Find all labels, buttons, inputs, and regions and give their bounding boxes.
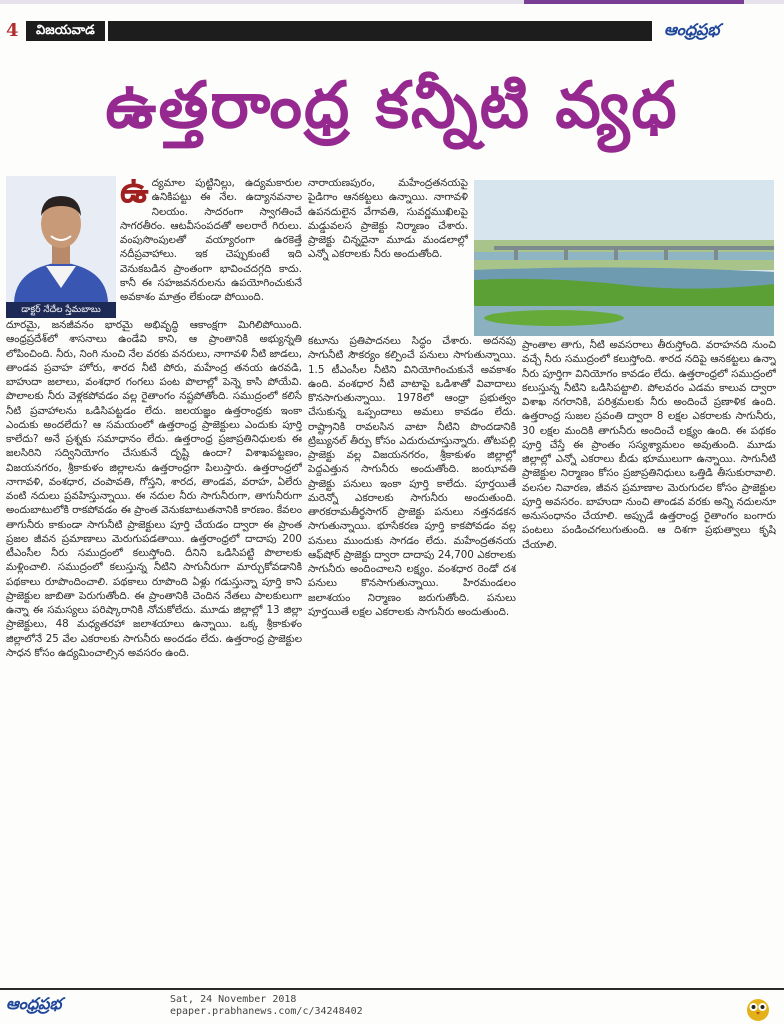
headline: ఉత్తరాంధ్ర కన్నీటి వ్యధ (105, 69, 679, 143)
author-photo (6, 176, 116, 302)
column-2-top-text: నారాయణపురం, మహేంద్రతనయపై పైడిగాం ఆనకట్టలు ఉన్నాయి. నాగావళి ఉపనదులైన వేగావతి, సువర్ణముఖిలపై మడ్డువలస ప్రాజెక్టు నిర్మాణం చేశారు. ప్రాజెక్టు చిన్నదైనా మూడు మండలాల్లో ఎన్నో ఎకరాలకు నీరు అందుతోంది. (308, 177, 468, 261)
page-header (0, 18, 784, 44)
footer-date: Sat, 24 November 2018 (170, 994, 297, 1005)
footer-rule (0, 988, 784, 990)
author-portrait-image (6, 176, 116, 302)
dropcap: ఉ (120, 176, 149, 211)
city-label: విజయవాడ (26, 21, 105, 41)
author-caption: డాక్టర్ నేదేల స్తేమబాబు (6, 302, 116, 318)
article-column-2-top (308, 176, 468, 334)
top-strip (0, 0, 784, 4)
owl-icon (744, 994, 772, 1022)
article-column-3 (522, 338, 776, 978)
column-3-text: ప్రాంతాల తాగు, నీటి అవసరాలు తీరుస్తోంది. వరాహనది నుంచి వచ్చే నీరు సముద్రంలో కలుస్తోంది. శారద నదిపై ఆనకట్టలు ఉన్నా నీరు పూర్తిగా వినియోగం కావడం లేదు. ఉత్తరాంధ్రలో సముద్రంలో కలుస్తున్న నీటిని ఒడిసిపట్టాలి. పోలవరం ఎడమ కాలువ ద్వారా విశాఖ నగరానికి, పరిశ్రమలకు నీరు అందించే ప్రణాళిక ఉంది. ఉత్తరాంధ్ర సుజల స్రవంతి ద్వారా 8 లక్షల ఎకరాలకు సాగునీరు, 30 లక్షల మందికి తాగునీరు అందించే లక్ష్యం ఉంది. ఈ పథకం పూర్తి చేస్తే ఈ ప్రాంతం సస్యశ్యామలం అవుతుంది. మూడు జిల్లాల్లో ఎన్నో ఎకరాలు బీడు భూములుగా ఉన్నాయి. సాగునీటి ప్రాజెక్టుల నిర్మాణం కోసం ప్రజాప్రతినిధులు ఒత్తిడి తీసుకురావాలి. వలసల నివారణ, జీవన ప్రమాణాల మెరుగుదల కోసం ప్రాజెక్టుల పూర్తి అవసరం. బాహుదా నుంచి తాండవ వరకు అన్ని నదులనూ అనుసంధానం చేయాలి. అప్పుడే ఉత్తరాంధ్ర రైతాంగం బంగారు పంటలు పండించగలుగుతుంది. ఆ దిశగా ప్రభుత్వాలు కృషి చేయాలి. (522, 339, 776, 551)
river-photo (474, 180, 774, 336)
river-bridge-image (474, 180, 774, 336)
brand-logo: ఆంధ్రప్రభ (664, 20, 720, 39)
footer-url[interactable]: epaper.prabhanews.com/c/34248402 (170, 1006, 363, 1017)
article-column-2 (308, 334, 516, 978)
footer-meta (170, 994, 363, 1018)
header-rule (108, 21, 652, 41)
page-number: 4 (6, 20, 19, 41)
footer-brand: ఆంధ్రప్రభ (6, 994, 62, 1013)
top-strip-accent (524, 0, 744, 4)
intro-text: ద్యమాల పుట్టినిల్లు, ఉద్యమకారుల ఉనికిపట్టు ఈ నేల. ఉద్యానవనాల నిలయం. సాదరంగా స్వాగతించే సాగరతీరం. ఆటవీసంపదతో అలరారే గిరులు. వంపుసొంపులతో వయ్యారంగా ఉరకెత్తే నదీప్రవాహాలు. ఇక చెప్పుకుంటే ఇది వెనుకబడిన ప్రాంతంగా భావించదగ్గది కాదు. కానీ ఈ సహజవనరులను ఉపయోగించుకునే అవకాశం మాత్రం లేకుండా పోయింది. (120, 177, 302, 303)
column-2-text: కటూను ప్రతిపాదనలు సిద్ధం చేశారు. అదనపు సాగునీటి సౌకర్యం కల్పించే పనులు సాగుతున్నాయి. 1.5 టీఎంసీల నీటిని వినియోగించుకునే అవకాశం ఉంది. వంశధార నీటి వాటాపై ఒడిశాతో వివాదాలు కొనసాగుతున్నాయి. 1978లో ఆంధ్రా ప్రభుత్వం చేసుకున్న ఒప్పందాలు అమలు కావడం లేదు. రాష్ట్రానికి రావలసిన వాటా నీటిని పొందడానికి ట్రిబ్యునల్ తీర్పు కోసం ఎదురుచూస్తున్నారు. తోటపల్లి ప్రాజెక్టు వల్ల విజయనగరం, శ్రీకాకుళం జిల్లాల్లో పెద్దఎత్తున సాగునీరు అందుతోంది. జంఝావతి ప్రాజెక్టు పనులు ఇంకా పూర్తి కాలేదు. పూర్తయితే మరెన్నో ఎకరాలకు సాగునీరు అందుతుంది. తారకరామతీర్థసాగర్ ప్రాజెక్టు పనులు నత్తనడకన సాగుతున్నాయి. భూసేకరణ పూర్తి కాకపోవడం వల్ల పనులు ముందుకు సాగడం లేదు. మహేంద్రతనయ ఆఫ్‌షోర్ ప్రాజెక్టు ద్వారా దాదాపు 24,700 ఎకరాలకు సాగునీరు అందించాలని లక్ష్యం. వంశధార రెండో దశ పనులు కొనసాగుతున్నాయి. హిరమండలం జలాశయం నిర్మాణం జరుగుతోంది. పనులు పూర్తయితే లక్షల ఎకరాలకు సాగునీరు అందుతుంది. (308, 335, 516, 618)
column-1-text: దూరమై, జనజీవనం భారమై అభివృద్ధి ఆకాంక్షగా మిగిలిపోయింది. ఆంధ్రప్రదేశ్‌లో శాసనాలు ఉండేవి కాని, ఆ ప్రాంతానికి అభ్యున్నతి లోపించింది. నీరు, నింగి నుంచి నేల వరకు వనరులు, నాగావళి నీటి జాడలు, తాండవ ప్రవాహ హోరు, శారద నీటి పోరు, మహేంద్ర తనయ ఉరవడి, బాహుదా జలాలు, వంశధార గంగలు పంట పొలాల్లో పెన్నె కాసి పోయేవి. పొలాలకు నీరు వెళ్లకపోవడం వల్ల రైతాంగం నష్టపోతోంది. సముద్రంలో కలిసే నీటి ప్రవాహాలను ఒడిసిపట్టడం లేదు. జలయజ్ఞం ఉత్తరాంధ్రకు ఇంకా ఎందుకు అందలేదు? ఆ సమయంలో ఉత్తరాంధ్ర ప్రాజెక్టులు ఎందుకు పూర్తి కాలేదు? అనే ప్రశ్నకు సమాధానం లేదు. ఉత్తరాంధ్ర ప్రజాప్రతినిధులకు ఈ జలసిరిని సద్వినియోగం చేసుకునే దృష్టి ఉందా? విశాఖపట్టణం, విజయనగరం, శ్రీకాకుళం జిల్లాలను ఉత్తరాంధ్రగా పిలుస్తారు. ఉత్తరాంధ్రలో నాగావళి, వంశధార, చంపావతి, గోస్తని, శారద, తాండవ, వరాహ, ఏలేరు వంటి నదులు ప్రవహిస్తున్నాయి. ఈ నదుల నీరు సాగునీరుగా, తాగునీరుగా అందుబాటులోకి రాకపోవడం ఈ ప్రాంత వెనుకబాటుతనానికి కారణం. కేవలం తాగునీరు కాకుండా సాగునీటి ప్రాజెక్టులు పూర్తి చేయడం ద్వారా ఈ ప్రాంత ప్రజల జీవన ప్రమాణాలు మెరుగుపడతాయి. ఉత్తరాంధ్రలో దాదాపు 200 టీఎంసీల నీరు సముద్రంలో కలుస్తోంది. దీనిని ఒడిసిపట్టి పొలాలకు మళ్లించాలి. సముద్రంలో కలుస్తున్న నీటిని సాగునీరుగా మార్చుకోవడానికి పథకాలు రూపొందించాలి. పథకాలు రూపొంది ఏళ్లు గడుస్తున్నా పూర్తి కాని ప్రాజెక్టుల జాబితా పెరుగుతోంది. ఈ ప్రాంతానికి చెందిన నేతలు పాలకులుగా ఉన్నా ఈ సమస్యలు పరిష్కారానికి నోచుకోలేదు. మూడు జిల్లాల్లో 13 జిల్లా ప్రాజెక్టులు, 48 మధ్యతరహా జలాశయాలు ఉన్నాయి. ఒక్క శ్రీకాకుళం జిల్లాలోనే 25 వేల ఎకరాలకు సాగునీరు అందడం లేదు. ఉత్తరాంధ్ర ప్రాజెక్టుల సాధన కోసం ఉద్యమించాల్సిన అవసరం ఉంది. (6, 319, 302, 659)
article-column-intro (120, 176, 302, 316)
article-column-1 (6, 318, 302, 978)
page-footer (0, 988, 784, 1024)
